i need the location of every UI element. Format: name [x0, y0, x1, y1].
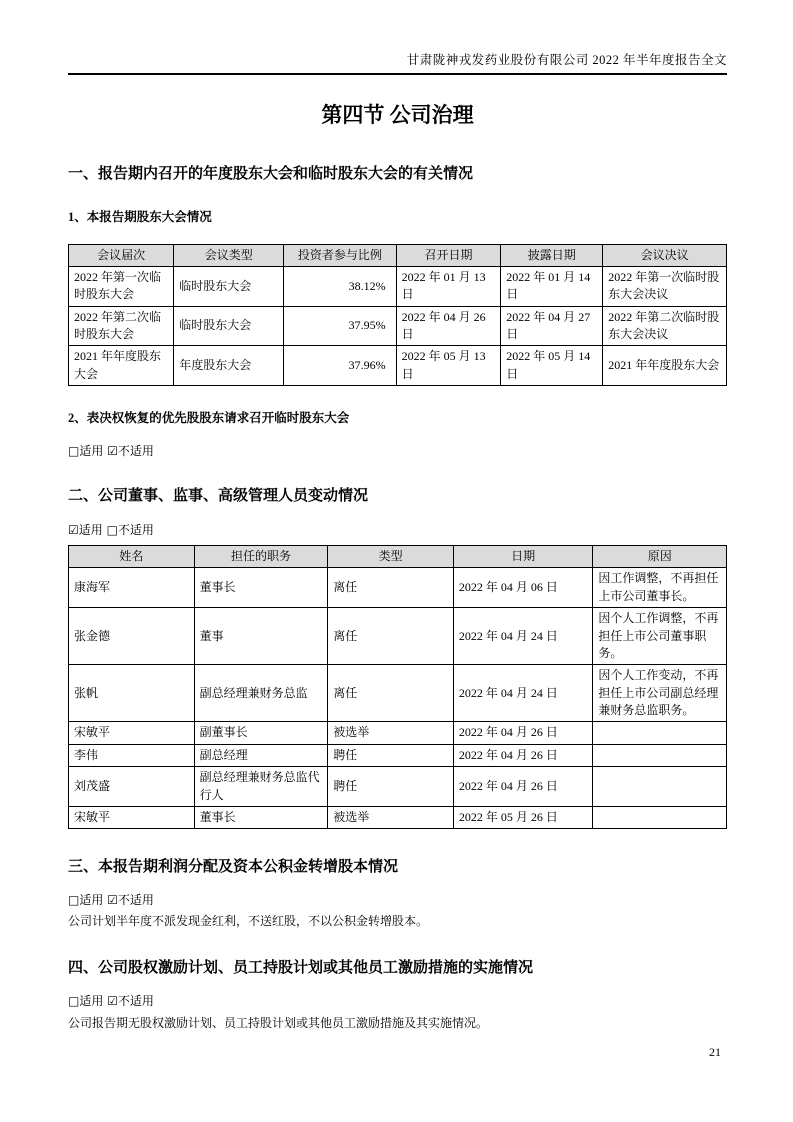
table-cell: 38.12% — [284, 266, 397, 306]
table-cell: 2022 年第二次临时股东大会 — [69, 306, 174, 346]
table-cell: 2022 年 01 月 13 日 — [396, 266, 501, 306]
table-cell: 董事长 — [194, 807, 328, 829]
table-cell: 2022 年 05 月 14 日 — [501, 346, 603, 386]
table-cell: 聘任 — [328, 744, 454, 766]
table-cell: 2022 年第二次临时股东大会决议 — [603, 306, 727, 346]
table-cell: 临时股东大会 — [174, 266, 284, 306]
table-cell: 2022 年 05 月 13 日 — [396, 346, 501, 386]
section-1-sub-1-heading: 1、本报告期股东大会情况 — [68, 209, 212, 224]
table-cell: 2022 年 04 月 06 日 — [453, 568, 592, 608]
table-header-row — [69, 545, 727, 567]
document-header: 甘肃陇神戎发药业股份有限公司 2022 年半年度报告全文 — [68, 52, 727, 75]
table-row — [69, 807, 727, 829]
table-cell: 2022 年 04 月 26 日 — [453, 744, 592, 766]
table-cell: 宋敏平 — [69, 722, 195, 744]
table-cell: 聘任 — [328, 767, 454, 807]
column-header: 会议决议 — [603, 244, 727, 266]
table-cell: 因个人工作变动，不再担任上市公司副总经理兼财务总监职务。 — [593, 665, 727, 722]
table-cell: 2022 年 01 月 14 日 — [501, 266, 603, 306]
column-header: 会议届次 — [69, 244, 174, 266]
table-cell: 37.95% — [284, 306, 397, 346]
table-cell: 康海军 — [69, 568, 195, 608]
applicability-checkboxes: □适用 ☑不适用 — [68, 993, 154, 1008]
section-1-sub-2-heading: 2、表决权恢复的优先股股东请求召开临时股东大会 — [68, 411, 350, 426]
table-cell: 离任 — [328, 608, 454, 665]
table-cell: 2022 年 05 月 26 日 — [453, 807, 592, 829]
page-title: 第四节 公司治理 — [321, 103, 474, 127]
table-cell: 副总经理 — [194, 744, 328, 766]
column-header: 姓名 — [69, 545, 195, 567]
section-3-body: 公司计划半年度不派发现金红利，不送红股，不以公积金转增股本。 — [68, 914, 429, 929]
table-cell: 张帆 — [69, 665, 195, 722]
table-cell: 37.96% — [284, 346, 397, 386]
table-cell: 2022 年 04 月 24 日 — [453, 608, 592, 665]
applicability-checkboxes: ☑适用 □不适用 — [68, 523, 154, 538]
page-number: 21 — [709, 1045, 721, 1059]
table-row — [69, 266, 727, 306]
column-header: 会议类型 — [174, 244, 284, 266]
section-4-heading: 四、公司股权激励计划、员工持股计划或其他员工激励措施的实施情况 — [68, 960, 534, 977]
table-row — [69, 346, 727, 386]
table-cell: 2022 年 04 月 26 日 — [453, 767, 592, 807]
section-2-heading: 二、公司董事、监事、高级管理人员变动情况 — [68, 487, 369, 504]
table-cell: 董事 — [194, 608, 328, 665]
table-row — [69, 767, 727, 807]
table-cell: 2022 年第一次临时股东大会 — [69, 266, 174, 306]
section-1-heading: 一、报告期内召开的年度股东大会和临时股东大会的有关情况 — [68, 166, 474, 183]
table-row — [69, 608, 727, 665]
column-header: 原因 — [593, 545, 727, 567]
table-cell: 被选举 — [328, 722, 454, 744]
table-cell: 副总经理兼财务总监 — [194, 665, 328, 722]
table-cell: 副总经理兼财务总监代行人 — [194, 767, 328, 807]
table-cell: 李伟 — [69, 744, 195, 766]
table-cell: 2022 年 04 月 24 日 — [453, 665, 592, 722]
table-cell: 离任 — [328, 568, 454, 608]
table-row — [69, 744, 727, 766]
column-header: 披露日期 — [501, 244, 603, 266]
section-3-heading: 三、本报告期利润分配及资本公积金转增股本情况 — [68, 859, 399, 876]
table-header-row — [69, 244, 727, 266]
table-cell — [593, 722, 727, 744]
table-cell: 2021 年年度股东大会 — [603, 346, 727, 386]
table-cell: 2022 年 04 月 26 日 — [453, 722, 592, 744]
table-cell: 因个人工作调整，不再担任上市公司董事职务。 — [593, 608, 727, 665]
table-cell: 张金德 — [69, 608, 195, 665]
table-cell: 被选举 — [328, 807, 454, 829]
table-cell: 2021 年年度股东大会 — [69, 346, 174, 386]
table-cell: 副董事长 — [194, 722, 328, 744]
table-row — [69, 306, 727, 346]
column-header: 担任的职务 — [194, 545, 328, 567]
table-cell: 因工作调整，不再担任上市公司董事长。 — [593, 568, 727, 608]
column-header: 类型 — [328, 545, 454, 567]
table-row — [69, 722, 727, 744]
table-row — [69, 665, 727, 722]
table-cell: 临时股东大会 — [174, 306, 284, 346]
column-header: 投资者参与比例 — [284, 244, 397, 266]
section-4-body: 公司报告期无股权激励计划、员工持股计划或其他员工激励措施及其实施情况。 — [68, 1015, 489, 1030]
table-cell — [593, 767, 727, 807]
column-header: 日期 — [453, 545, 592, 567]
table-cell — [593, 744, 727, 766]
table-cell: 年度股东大会 — [174, 346, 284, 386]
table-cell: 董事长 — [194, 568, 328, 608]
applicability-checkboxes: □适用 ☑不适用 — [68, 444, 154, 459]
column-header: 召开日期 — [396, 244, 501, 266]
table-cell — [593, 807, 727, 829]
personnel-changes-table — [68, 545, 727, 829]
table-cell: 宋敏平 — [69, 807, 195, 829]
applicability-checkboxes: □适用 ☑不适用 — [68, 892, 154, 907]
table-cell: 刘茂盛 — [69, 767, 195, 807]
shareholder-meetings-table — [68, 244, 727, 387]
table-cell: 2022 年第一次临时股东大会决议 — [603, 266, 727, 306]
table-cell: 离任 — [328, 665, 454, 722]
table-cell: 2022 年 04 月 27 日 — [501, 306, 603, 346]
table-row — [69, 568, 727, 608]
table-cell: 2022 年 04 月 26 日 — [396, 306, 501, 346]
